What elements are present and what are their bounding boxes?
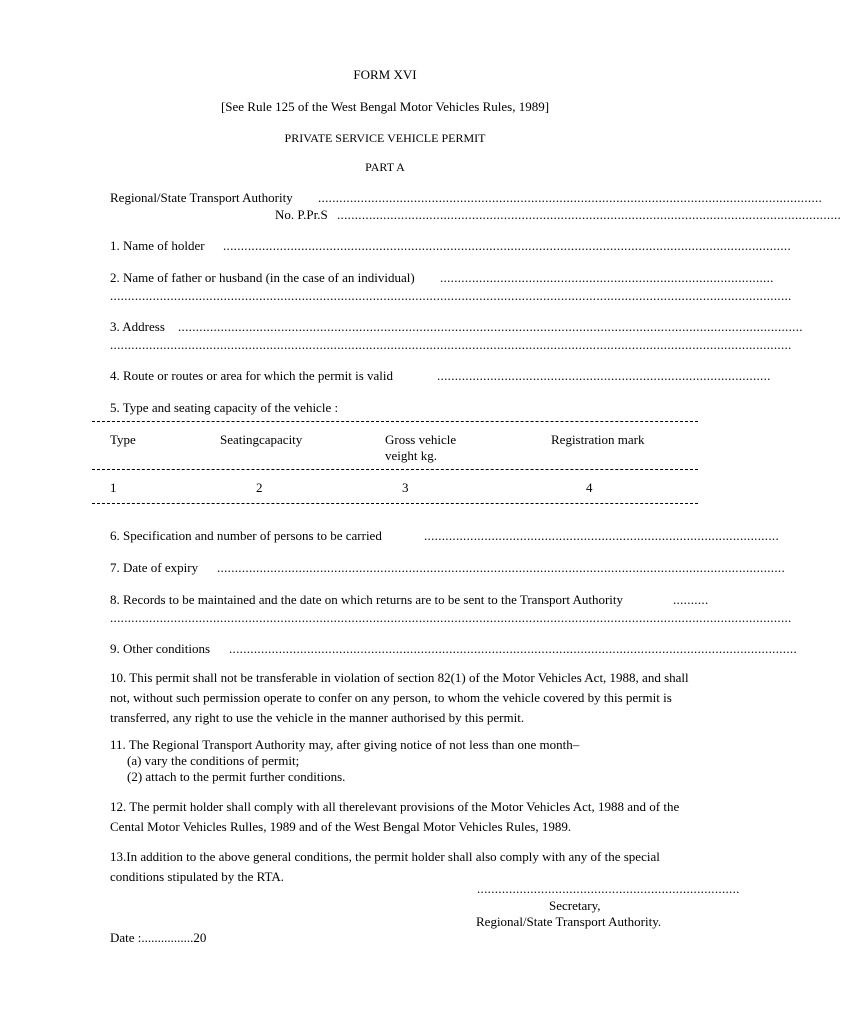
table-rule-middle <box>92 469 698 470</box>
condition-11a: (a) vary the conditions of permit; <box>127 753 300 768</box>
table-number-1: 1 <box>110 480 117 495</box>
address-label: 3. Address <box>110 319 165 334</box>
table-number-4: 4 <box>586 480 593 495</box>
table-number-2: 2 <box>256 480 263 495</box>
date-fill[interactable]: ................ <box>141 930 194 945</box>
expiry-label: 7. Date of expiry <box>110 560 199 575</box>
date-line <box>110 930 206 946</box>
authority-label: Regional/State Transport Authority <box>110 190 293 205</box>
condition-11b: (2) attach to the permit further conditions. <box>127 769 346 784</box>
vehicle-label: 5. Type and seating capacity of the vehicle : <box>110 400 339 415</box>
specification-fill[interactable]: .................................................................................................... <box>424 528 779 543</box>
records-fill[interactable]: .......... <box>673 592 709 607</box>
father-fill-line2[interactable]: ................................................................................................................................................................................................ <box>110 288 792 303</box>
date-label: Date : <box>110 930 142 945</box>
other-conditions-label: 9. Other conditions <box>110 641 211 656</box>
specification-label: 6. Specification and number of persons to be carried <box>110 528 382 543</box>
father-fill[interactable]: .............................................................................................. <box>440 270 774 285</box>
records-fill-line2[interactable]: ................................................................................................................................................................................................ <box>110 610 792 625</box>
table-header-type: Type <box>110 432 136 447</box>
permit-title: PRIVATE SERVICE VEHICLE PERMIT <box>284 131 486 145</box>
other-conditions-fill[interactable]: ................................................................................................................................................................ <box>229 641 797 656</box>
authority-fill[interactable]: .............................................................................................................................................. <box>318 190 823 205</box>
father-label: 2. Name of father or husband (in the case of an individual) <box>110 270 415 285</box>
route-fill[interactable]: .............................................................................................. <box>437 368 771 383</box>
table-rule-top <box>92 421 698 422</box>
holder-fill[interactable]: ................................................................................................................................................................ <box>223 238 791 253</box>
route-label: 4. Route or routes or area for which the permit is valid <box>110 368 394 383</box>
signature-line[interactable]: .......................................................................... <box>477 881 740 896</box>
expiry-fill[interactable]: ................................................................................................................................................................ <box>217 560 785 575</box>
table-number-3: 3 <box>402 480 409 495</box>
table-header-gross-line2: veight kg. <box>385 448 437 463</box>
signature-title: Secretary, <box>549 898 601 913</box>
condition-10: 10. This permit shall not be transferable in violation of section 82(1) of the Motor Vehicles Act, 1988, and shall not, without such permission operate to confer on any person, to whom the vehicle covered by this permit is transferred, any right to use the vehicle in the manner authorised by this permit. <box>110 670 689 725</box>
table-header-seating: Seatingcapacity <box>220 432 303 447</box>
records-label: 8. Records to be maintained and the date on which returns are to be sent to the Transport Authority <box>110 592 624 607</box>
signature-authority: Regional/State Transport Authority. <box>476 914 662 929</box>
condition-12: 12. The permit holder shall comply with all therelevant provisions of the Motor Vehicles Act, 1988 and of the Cental Motor Vehicles Rulles, 1989 and of the West Bengal Motor Vehicles Rules, 1989. <box>110 799 680 834</box>
condition-13: 13.In addition to the above general conditions, the permit holder shall also comply with any of the special conditions stipulated by the RTA. <box>110 849 660 884</box>
rule-reference: [See Rule 125 of the West Bengal Motor Vehicles Rules, 1989] <box>220 99 550 114</box>
date-suffix: 20 <box>193 930 207 945</box>
form-title: FORM XVI <box>353 67 417 82</box>
part-label: PART A <box>365 160 405 174</box>
condition-11: 11. The Regional Transport Authority may, after giving notice of not less than one month– <box>110 737 580 752</box>
address-fill-line2[interactable]: ................................................................................................................................................................................................ <box>110 337 792 352</box>
address-fill[interactable]: ................................................................................................................................................................................ <box>178 319 803 334</box>
permit-number-label: No. P.Pr.S <box>275 207 328 222</box>
table-header-gross: Gross vehicle <box>385 432 457 447</box>
table-rule-bottom <box>92 503 698 504</box>
table-header-registration: Registration mark <box>551 432 645 447</box>
permit-number-fill[interactable]: .............................................................................................................................................. <box>337 207 841 222</box>
holder-label: 1. Name of holder <box>110 238 205 253</box>
